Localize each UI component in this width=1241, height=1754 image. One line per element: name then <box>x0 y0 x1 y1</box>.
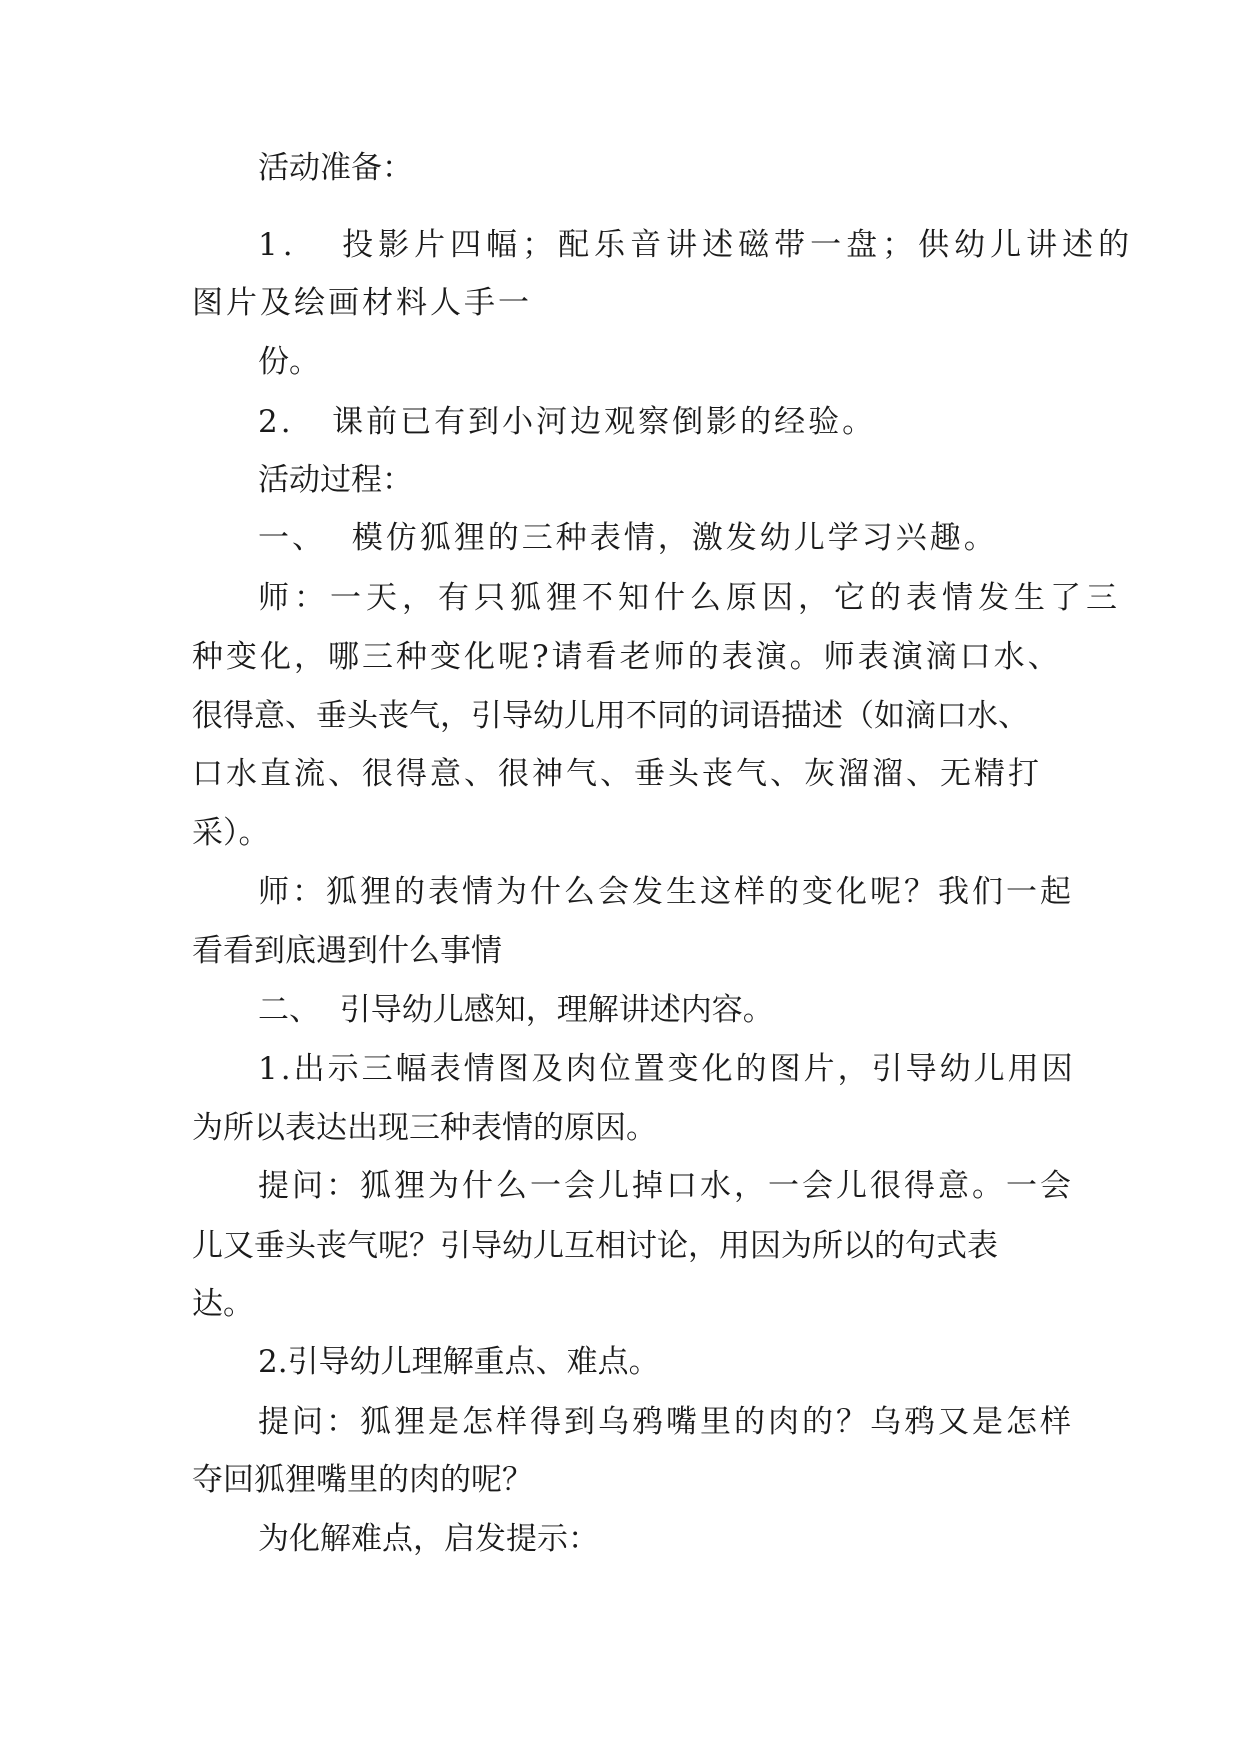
text-line: 看看到底遇到什么事情 <box>192 933 502 969</box>
text-line: 二、 引导幼儿感知，理解讲述内容。 <box>258 992 774 1028</box>
text-line: 师：狐狸的表情为什么会发生这样的变化呢？我们一起 <box>258 874 1074 910</box>
text-line: 1.出示三幅表情图及肉位置变化的图片，引导幼儿用因 <box>258 1051 1076 1087</box>
text-line: 师：一天，有只狐狸不知什么原因，它的表情发生了三 <box>258 580 1122 616</box>
text-line: 为化解难点，启发提示： <box>258 1521 599 1557</box>
text-line: 活动准备： <box>258 150 413 186</box>
text-line: 夺回狐狸嘴里的肉的呢？ <box>192 1462 533 1498</box>
text-line: 为所以表达出现三种表情的原因。 <box>192 1110 657 1146</box>
text-line: 儿又垂头丧气呢？引导幼儿互相讨论，用因为所以的句式表 <box>192 1228 998 1264</box>
text-line: 口水直流、很得意、很神气、垂头丧气、灰溜溜、无精打 <box>192 756 1042 792</box>
text-line: 图片及绘画材料人手一 <box>192 285 532 321</box>
text-line: 很得意、垂头丧气，引导幼儿用不同的词语描述（如滴口水、 <box>192 698 1029 734</box>
text-line: 采）。 <box>192 815 270 851</box>
text-line: 活动过程： <box>258 462 413 498</box>
text-line: 1. 投影片四幅；配乐音讲述磁带一盘；供幼儿讲述的 <box>258 227 1135 263</box>
text-line: 达。 <box>192 1286 254 1322</box>
text-line: 种变化，哪三种变化呢?请看老师的表演。师表演滴口水、 <box>192 639 1062 675</box>
text-line: 一、 模仿狐狸的三种表情，激发幼儿学习兴趣。 <box>258 520 998 556</box>
text-line: 提问：狐狸是怎样得到乌鸦嘴里的肉的？乌鸦又是怎样 <box>258 1404 1074 1440</box>
text-line: 份。 <box>258 344 320 380</box>
text-line: 2. 课前已有到小河边观察倒影的经验。 <box>258 404 877 440</box>
text-line: 提问：狐狸为什么一会儿掉口水，一会儿很得意。一会 <box>258 1168 1074 1204</box>
text-line: 2.引导幼儿理解重点、难点。 <box>258 1344 660 1380</box>
